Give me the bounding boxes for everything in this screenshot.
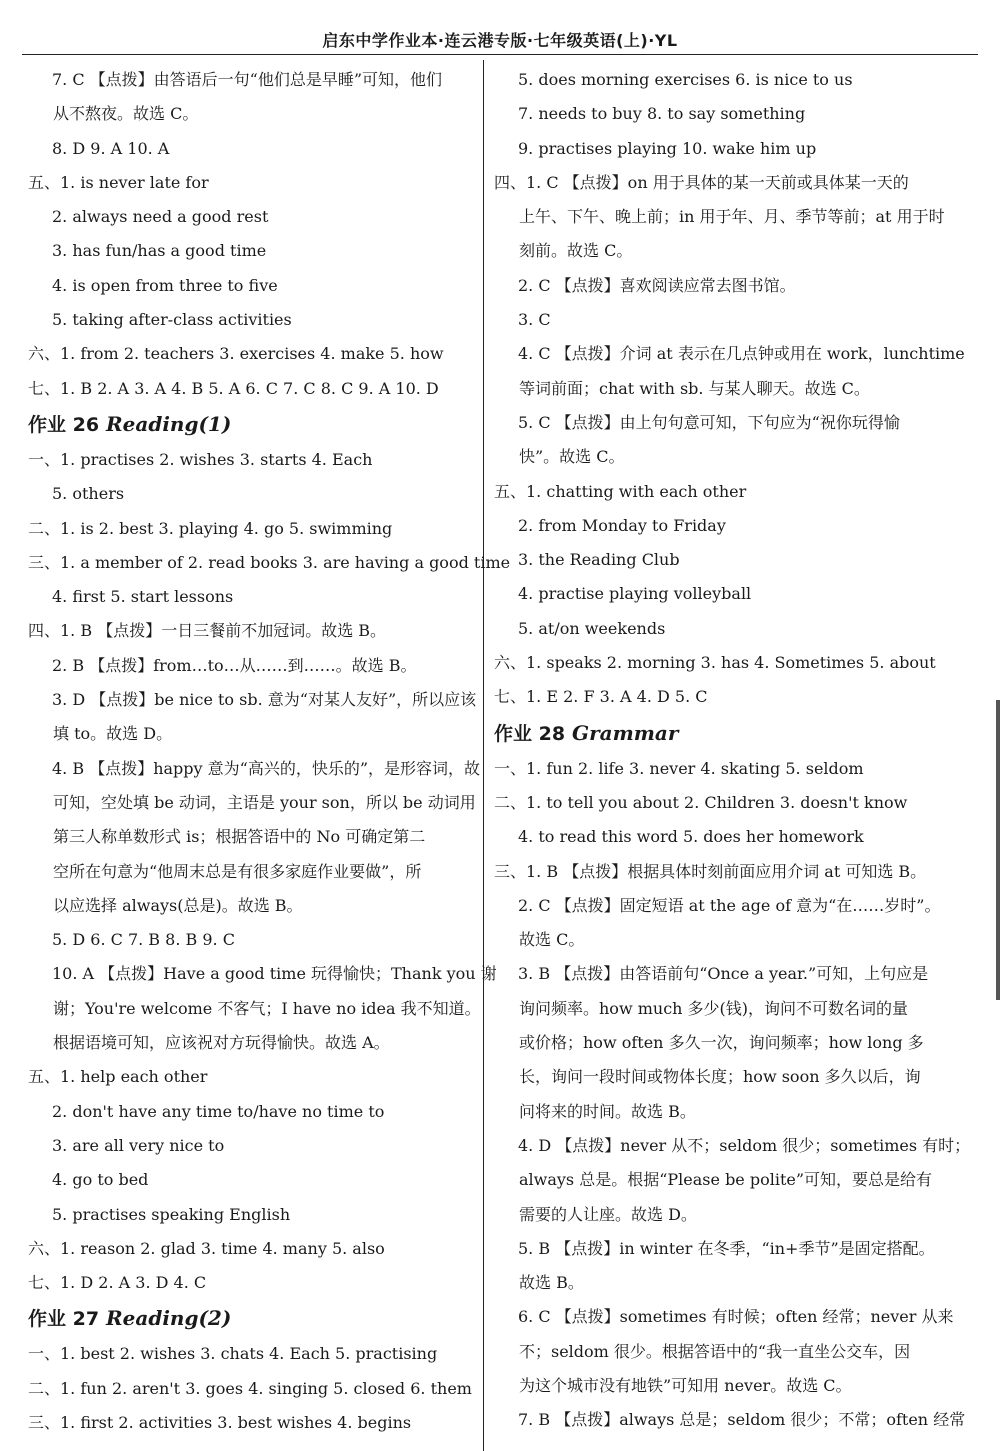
answer-line: 2. always need a good rest xyxy=(52,207,269,227)
answer-line: 四、1. B 【点拨】一日三餐前不加冠词。故选 B。 xyxy=(28,621,387,641)
answer-line: 7. B 【点拨】always 总是；seldom 很少；不常；often 经常 xyxy=(518,1410,966,1430)
section-title: Reading(2) xyxy=(106,1306,232,1331)
answer-line: 五、1. help each other xyxy=(28,1067,208,1087)
answer-line: 5. B 【点拨】in winter 在冬季，“in+季节”是固定搭配。 xyxy=(518,1238,935,1258)
answer-line: 不；seldom 很少。根据答语中的“我一直坐公交车，因 xyxy=(519,1341,911,1361)
left-column xyxy=(28,63,511,1440)
answer-line: 5. does morning exercises 6. is nice to us xyxy=(518,70,853,89)
answer-line: 5. practises speaking English xyxy=(52,1204,291,1224)
answer-line: 4. C 【点拨】介词 at 表示在几点钟或用在 work，lunchtime xyxy=(518,344,965,364)
answer-line: 询问频率。how much 多少(钱)，询问不可数名词的量 xyxy=(519,998,909,1018)
answer-line: 空所在句意为“他周末总是有很多家庭作业要做”，所 xyxy=(53,861,422,881)
answer-line: 5. taking after-class activities xyxy=(52,310,292,330)
answer-line: 七、1. B 2. A 3. A 4. B 5. A 6. C 7. C 8. C 9. A 10. D xyxy=(28,378,439,398)
header-rule xyxy=(22,54,978,55)
answer-line: 故选 C。 xyxy=(519,930,585,950)
answer-line: 一、1. practises 2. wishes 3. starts 4. Each xyxy=(28,449,373,469)
answer-line: 或价格；how often 多久一次，询问频率；how long 多 xyxy=(519,1033,924,1053)
answer-line: 三、1. a member of 2. read books 3. are having a good time xyxy=(28,552,511,572)
answer-line: 为这个城市没有地铁”可知用 never。故选 C。 xyxy=(519,1375,852,1395)
answer-line: 4. first 5. start lessons xyxy=(52,587,234,607)
answer-line: 三、1. first 2. activities 3. best wishes 4. begins xyxy=(28,1412,412,1432)
answer-line: 6. C 【点拨】sometimes 有时候；often 经常；never 从来 xyxy=(518,1307,954,1327)
column-divider xyxy=(483,60,484,1451)
answer-line: 根据语境可知，应该祝对方玩得愉快。故选 A。 xyxy=(53,1033,390,1053)
answer-line: 2. from Monday to Friday xyxy=(518,515,726,535)
answer-line: 4. D 【点拨】never 从不；seldom 很少；sometimes 有时； xyxy=(518,1135,971,1155)
answer-line: 2. don't have any time to/have no time to xyxy=(52,1101,385,1121)
answer-line: 5. D 6. C 7. B 8. B 9. C xyxy=(52,930,235,950)
answer-line: 2. B 【点拨】from…to…从……到……。故选 B。 xyxy=(52,655,417,675)
answer-line: 3. C xyxy=(518,310,551,330)
answer-line: 以应选择 always(总是)。故选 B。 xyxy=(53,895,303,915)
answer-line: 二、1. is 2. best 3. playing 4. go 5. swimming xyxy=(28,518,393,538)
section-number: 作业 26 xyxy=(28,413,100,436)
answer-line: 上午、下午、晚上前；in 用于年、月、季节等前；at 用于时 xyxy=(519,207,945,227)
answer-line: 4. is open from three to five xyxy=(52,275,278,295)
answer-line: 3. the Reading Club xyxy=(518,550,680,570)
answer-line: 4. B 【点拨】happy 意为“高兴的，快乐的”，是形容词，故 xyxy=(52,758,481,778)
answer-line: 五、1. is never late for xyxy=(28,172,209,192)
section-number: 作业 28 xyxy=(494,722,566,745)
answer-line: 填 to。故选 D。 xyxy=(53,724,173,744)
answer-line: 七、1. D 2. A 3. D 4. C xyxy=(28,1273,207,1293)
section-number: 作业 27 xyxy=(28,1308,100,1331)
answer-line: 一、1. best 2. wishes 3. chats 4. Each 5. practising xyxy=(28,1344,438,1364)
answer-line: 3. D 【点拨】be nice to sb. 意为“对某人友好”，所以应该 xyxy=(52,690,477,710)
section-title: Grammar xyxy=(572,720,679,745)
answer-line: 四、1. C 【点拨】on 用于具体的某一天前或具体某一天的 xyxy=(494,172,909,192)
answer-line: 七、1. E 2. F 3. A 4. D 5. C xyxy=(494,687,708,707)
right-column xyxy=(494,63,971,1438)
section-heading xyxy=(28,1300,468,1337)
answer-line: 3. B 【点拨】由答语前句“Once a year.”可知，上句应是 xyxy=(518,964,929,984)
answer-line: 3. are all very nice to xyxy=(52,1135,225,1155)
section-heading xyxy=(28,406,468,443)
running-header: 启东中学作业本·连云港专版·七年级英语(上)·YL xyxy=(322,31,678,50)
section-title: Reading(1) xyxy=(106,411,232,436)
answer-line: 7. C 【点拨】由答语后一句“他们总是早睡”可知，他们 xyxy=(52,70,443,89)
page-edge-shadow xyxy=(996,700,1000,1000)
answer-line: 3. has fun/has a good time xyxy=(52,241,267,261)
answer-line: 长，询问一段时间或物体长度；how soon 多久以后，询 xyxy=(519,1067,921,1087)
answer-line: 9. practises playing 10. wake him up xyxy=(518,138,817,158)
answer-line: 六、1. from 2. teachers 3. exercises 4. make 5. how xyxy=(28,344,444,364)
answer-line: 一、1. fun 2. life 3. never 4. skating 5. seldom xyxy=(494,758,864,778)
answer-line: 谢；You're welcome 不客气；I have no idea 我不知道。 xyxy=(53,998,481,1018)
answer-line: 2. C 【点拨】喜欢阅读应常去图书馆。 xyxy=(518,275,796,295)
answer-line: 7. needs to buy 8. to say something xyxy=(518,104,806,124)
answer-line: always 总是。根据“Please be polite”可知，要总是给有 xyxy=(519,1170,933,1190)
answer-line: 二、1. to tell you about 2. Children 3. doesn't know xyxy=(494,792,908,812)
answer-line: 5. at/on weekends xyxy=(518,618,666,638)
answer-line: 二、1. fun 2. aren't 3. goes 4. singing 5. closed 6. them xyxy=(28,1378,472,1398)
section-heading xyxy=(494,715,934,752)
answer-line: 4. practise playing volleyball xyxy=(518,584,752,604)
answer-line: 故选 B。 xyxy=(519,1273,584,1293)
answer-line: 2. C 【点拨】固定短语 at the age of 意为“在……岁时”。 xyxy=(518,895,941,915)
answer-line: 六、1. speaks 2. morning 3. has 4. Sometimes 5. about xyxy=(494,653,936,673)
answer-line: 六、1. reason 2. glad 3. time 4. many 5. also xyxy=(28,1238,385,1258)
answer-line: 4. to read this word 5. does her homework xyxy=(518,827,864,847)
answer-line: 刻前。故选 C。 xyxy=(519,241,633,261)
answer-line: 可知，空处填 be 动词，主语是 your son，所以 be 动词用 xyxy=(53,792,476,812)
answer-line: 问将来的时间。故选 B。 xyxy=(519,1101,696,1121)
answer-line: 三、1. B 【点拨】根据具体时刻前面应用介词 at 可知选 B。 xyxy=(494,861,927,881)
answer-line: 五、1. chatting with each other xyxy=(494,481,747,501)
answer-line: 8. D 9. A 10. A xyxy=(52,138,170,158)
answer-line: 第三人称单数形式 is；根据答语中的 No 可确定第二 xyxy=(53,827,426,847)
answer-line: 快”。故选 C。 xyxy=(519,447,625,467)
answer-line: 5. others xyxy=(52,484,125,504)
answer-line: 5. C 【点拨】由上句句意可知，下句应为“祝你玩得愉 xyxy=(518,412,900,432)
answer-line: 从不熬夜。故选 C。 xyxy=(53,104,199,124)
answer-line: 4. go to bed xyxy=(52,1170,149,1190)
answer-line: 10. A 【点拨】Have a good time 玩得愉快；Thank you 谢 xyxy=(52,964,497,984)
answer-line: 等词前面；chat with sb. 与某人聊天。故选 C。 xyxy=(519,378,870,398)
answer-line: 需要的人让座。故选 D。 xyxy=(519,1204,697,1224)
